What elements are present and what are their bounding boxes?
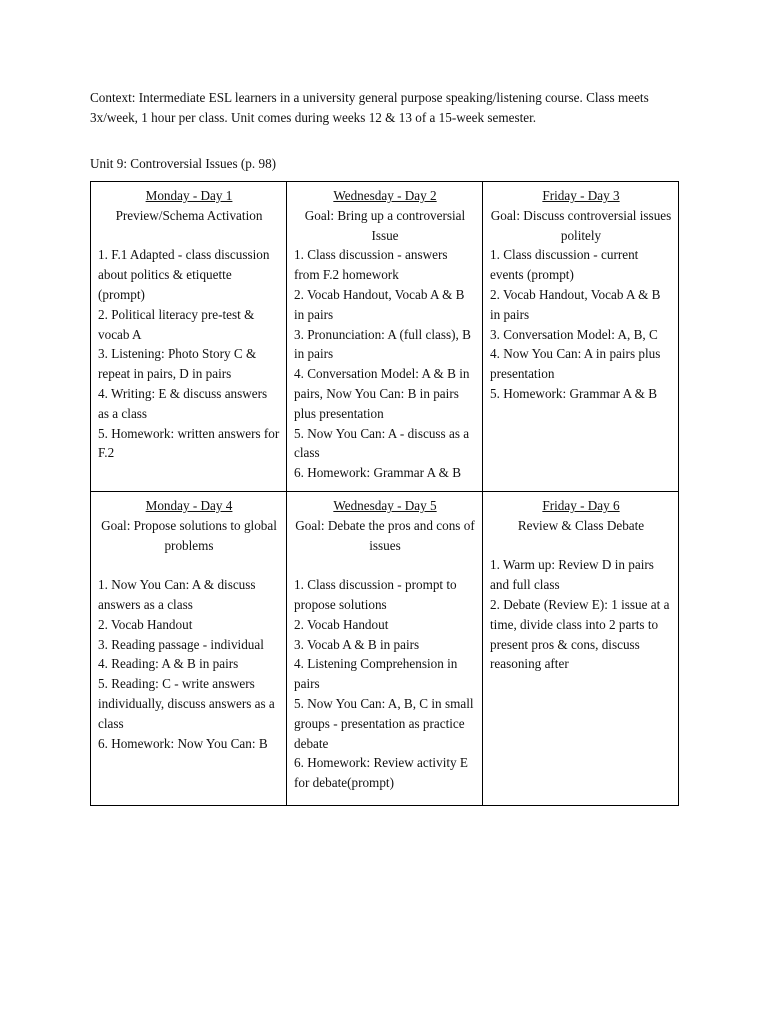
activity-item: 4. Conversation Model: A & B in pairs, Now You Can: B in pairs plus presentation: [294, 366, 470, 421]
day-heading: Wednesday - Day 5: [333, 498, 437, 513]
day-cell: [91, 182, 287, 492]
day-heading: Monday - Day 4: [145, 498, 233, 513]
day-goal: Review & Class Debate: [517, 517, 645, 533]
lesson-schedule-table: [90, 181, 679, 806]
activity-item: 6. Homework: Grammar A & B: [294, 465, 462, 481]
activity-item: 3. Listening: Photo Story C & repeat in pairs, D in pairs: [98, 346, 257, 382]
activity-item: 2. Vocab Handout, Vocab A & B in pairs: [490, 286, 661, 322]
activity-item: 5. Homework: Grammar A & B: [490, 385, 658, 401]
activity-item: 3. Reading passage - individual: [98, 636, 264, 652]
day-goal: Goal: Bring up a controversial Issue: [304, 207, 466, 243]
activity-item: 5. Reading: C - write answers individually, discuss answers as a class: [98, 676, 275, 731]
activity-item: 2. Debate (Review E): 1 issue at a time, divide class into 2 parts to present pros & cons, discuss reasoning after: [490, 596, 670, 672]
activity-item: 1. Class discussion - current events (prompt): [490, 247, 639, 283]
day-goal: Preview/Schema Activation: [115, 207, 263, 223]
activity-item: 1. Class discussion - prompt to propose solutions: [294, 577, 457, 612]
activity-item: 5. Now You Can: A - discuss as a class: [294, 425, 470, 461]
day-goal: Goal: Discuss controversial issues politely: [490, 207, 672, 243]
activity-item: 3. Conversation Model: A, B, C: [490, 326, 658, 342]
activity-item: 6. Homework: Review activity E for debate(prompt): [294, 755, 468, 791]
activity-item: 4. Writing: E & discuss answers as a class: [98, 385, 268, 421]
day-cell: [287, 182, 483, 492]
activity-item: 3. Pronunciation: A (full class), B in pairs: [294, 326, 471, 362]
activity-item: 5. Now You Can: A, B, C in small groups - presentation as practice debate: [294, 695, 474, 751]
day-heading: Friday - Day 3: [542, 188, 620, 203]
day-cell: [483, 182, 679, 492]
activity-item: 3. Vocab A & B in pairs: [294, 636, 420, 652]
day-heading: Monday - Day 1: [145, 188, 233, 203]
table-row: [91, 492, 679, 806]
activity-item: 2. Vocab Handout: [294, 616, 389, 632]
activity-item: 6. Homework: Now You Can: B: [98, 735, 268, 751]
activity-item: 4. Now You Can: A in pairs plus presentation: [490, 346, 661, 382]
day-cell: [287, 492, 483, 806]
activity-item: 2. Political literacy pre-test & vocab A: [98, 306, 255, 342]
context-paragraph: Context: Intermediate ESL learners in a university general purpose speaking/listening course. Class meets 3x/week, 1 hour per class. Unit comes during weeks 12 & 13 of a 15-week semester.: [90, 90, 649, 125]
day-goal: Goal: Debate the pros and cons of issues: [295, 517, 475, 553]
activity-item: 1. Now You Can: A & discuss answers as a class: [98, 577, 256, 612]
day-heading: Wednesday - Day 2: [333, 188, 437, 203]
activity-item: 4. Reading: A & B in pairs: [98, 656, 239, 672]
activity-item: 1. F.1 Adapted - class discussion about politics & etiquette (prompt): [98, 247, 270, 302]
unit-title: Unit 9: Controversial Issues (p. 98): [90, 156, 277, 171]
day-cell: [91, 492, 287, 806]
day-cell: [483, 492, 679, 806]
day-goal: Goal: Propose solutions to global problems: [101, 517, 277, 553]
activity-item: 2. Vocab Handout: [98, 616, 193, 632]
activity-item: 4. Listening Comprehension in pairs: [294, 656, 458, 692]
activity-item: 1. Class discussion - answers from F.2 homework: [294, 247, 448, 283]
day-heading: Friday - Day 6: [542, 498, 620, 513]
table-row: [91, 182, 679, 492]
activity-item: 1. Warm up: Review D in pairs and full class: [490, 557, 654, 593]
activity-item: 5. Homework: written answers for F.2: [98, 425, 280, 461]
activity-item: 2. Vocab Handout, Vocab A & B in pairs: [294, 286, 465, 322]
